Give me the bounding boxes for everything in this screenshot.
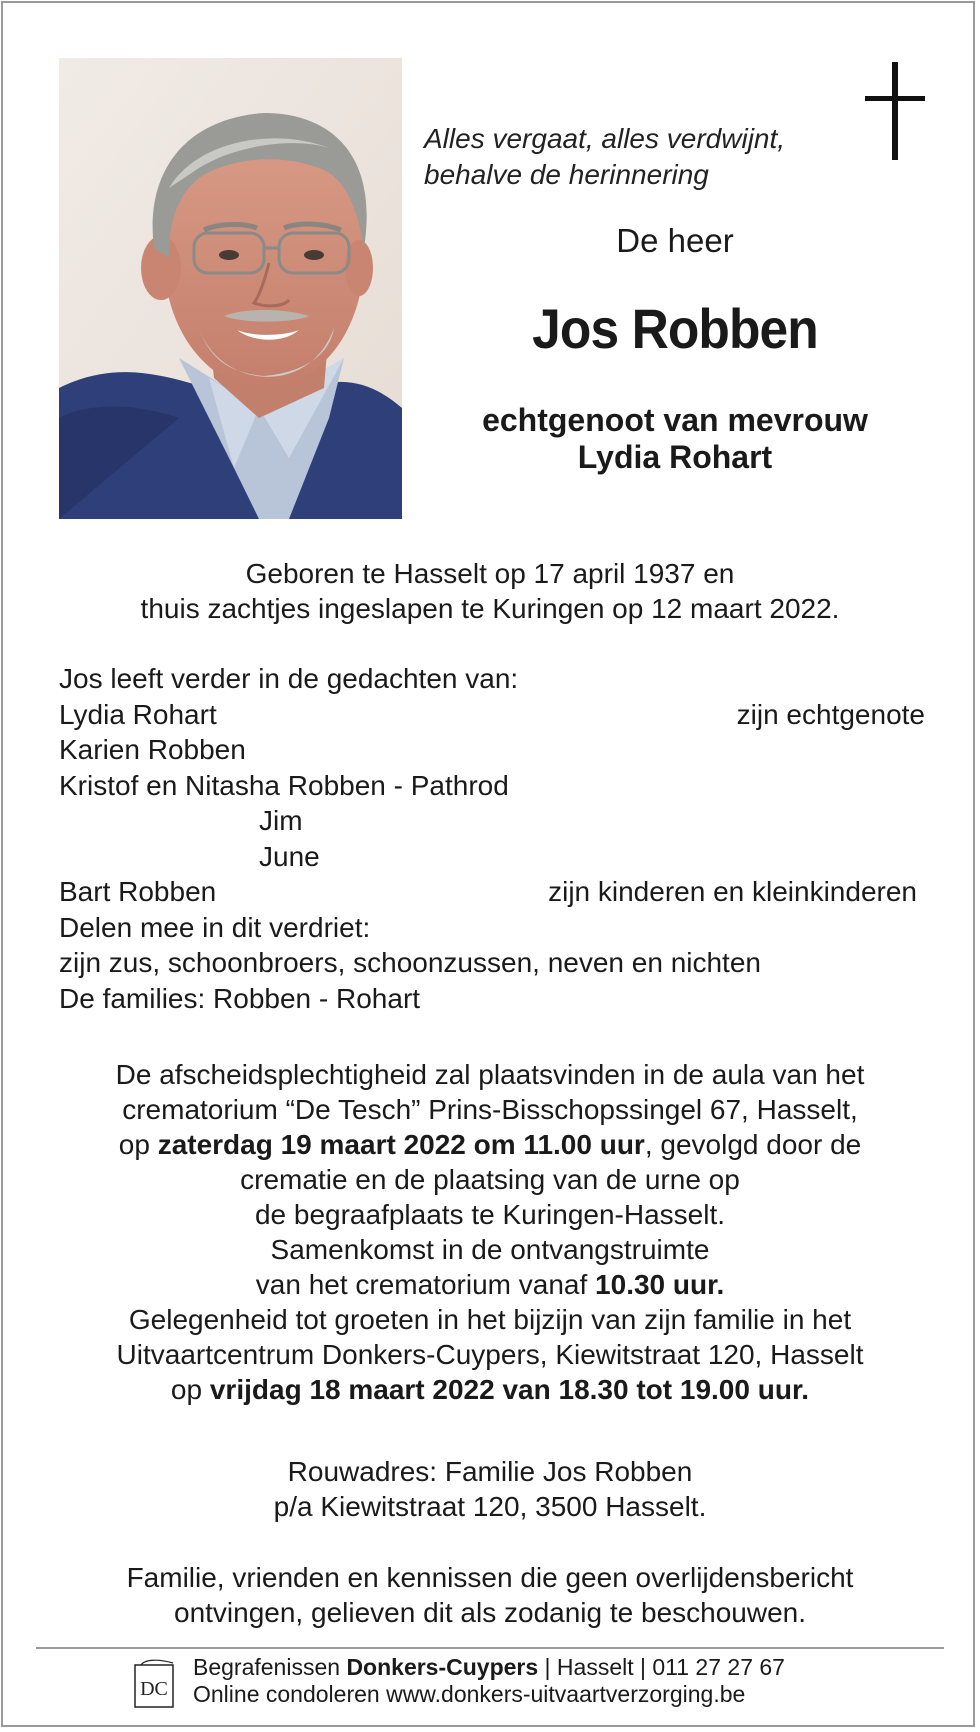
death-line: thuis zachtjes ingeslapen te Kuringen op 12 maart 2022. bbox=[140, 593, 840, 624]
ceremony-line bbox=[0, 1372, 980, 1407]
ceremony-line: de begraafplaats te Kuringen-Hasselt. bbox=[254, 1199, 726, 1230]
family-row bbox=[59, 874, 925, 910]
ceremony-text: op bbox=[118, 1129, 158, 1160]
deceased-name: Jos Robben bbox=[532, 297, 818, 360]
portrait-photo bbox=[59, 58, 402, 519]
grandchild-name: June bbox=[259, 840, 320, 872]
family-member-name: Kristof en Nitasha Robben - Pathrod bbox=[59, 769, 509, 801]
honorific-title: De heer bbox=[616, 222, 734, 259]
mourning-address bbox=[0, 1454, 980, 1524]
funeral-home-logo-icon bbox=[133, 1659, 177, 1709]
ceremony-info bbox=[0, 1057, 980, 1407]
ceremony-date: zaterdag 19 maart 2022 om 11.00 uur bbox=[157, 1129, 645, 1160]
family-intro: Jos leeft verder in de gedachten van: bbox=[59, 663, 519, 694]
address-line: Rouwadres: Familie Jos Robben bbox=[287, 1456, 693, 1487]
ceremony-line: crematorium “De Tesch” Prins-Bisschopssingel 67, Hasselt, bbox=[122, 1094, 858, 1125]
share-intro: Delen mee in dit verdriet: bbox=[59, 911, 371, 943]
spouse-line: Lydia Rohart bbox=[577, 439, 773, 475]
notice-line: ontvingen, gelieven dit als zodanig te beschouwen. bbox=[174, 1597, 806, 1628]
footer-divider bbox=[36, 1647, 944, 1649]
relatives: zijn zus, schoonbroers, schoonzussen, neven en nichten bbox=[59, 947, 761, 978]
ceremony-line: crematie en de plaatsing van de urne op bbox=[240, 1164, 740, 1195]
family-member-role: zijn kinderen en kleinkinderen bbox=[548, 876, 917, 907]
family-member-role: zijn echtgenote bbox=[736, 698, 925, 730]
ceremony-line bbox=[0, 1127, 980, 1162]
family-row bbox=[59, 697, 925, 733]
family-member-name: Karien Robben bbox=[59, 734, 246, 765]
footer-text: | Hasselt | bbox=[538, 1654, 653, 1680]
spouse-info bbox=[430, 402, 920, 476]
cross-icon bbox=[865, 62, 925, 160]
family-list bbox=[59, 661, 925, 1016]
ceremony-line: Gelegenheid tot groeten in het bijzijn van zijn familie in het bbox=[128, 1304, 852, 1335]
family-member-name: Bart Robben bbox=[59, 876, 217, 907]
ceremony-text: van het crematorium vanaf bbox=[255, 1269, 596, 1300]
ceremony-text: , gevolgd door de bbox=[644, 1129, 862, 1160]
grandchild-name: Jim bbox=[259, 805, 303, 836]
footer-info bbox=[193, 1654, 785, 1708]
ceremony-line bbox=[0, 1267, 980, 1302]
ceremony-line: De afscheidsplechtigheid zal plaatsvinden in de aula van het bbox=[115, 1059, 865, 1090]
family-member-name: Lydia Rohart bbox=[59, 698, 217, 730]
phone-number: 011 27 27 67 bbox=[652, 1654, 785, 1680]
birth-line: Geboren te Hasselt op 17 april 1937 en bbox=[245, 558, 735, 589]
website-link[interactable]: www.donkers-uitvaartverzorging.be bbox=[386, 1681, 746, 1707]
ceremony-line: Uitvaartcentrum Donkers-Cuypers, Kiewitstraat 120, Hasselt bbox=[116, 1339, 864, 1370]
birth-death-info bbox=[0, 556, 980, 626]
ceremony-line: Samenkomst in de ontvangstruimte bbox=[270, 1234, 710, 1265]
families: De families: Robben - Rohart bbox=[59, 982, 421, 1014]
footer-text: Online condoleren bbox=[193, 1681, 387, 1707]
spouse-line: echtgenoot van mevrouw bbox=[482, 402, 868, 438]
footer-line bbox=[193, 1681, 785, 1708]
notice-line: Familie, vrienden en kennissen die geen overlijdensbericht bbox=[126, 1562, 854, 1593]
ceremony-text: op bbox=[170, 1374, 210, 1405]
logo-text: DC bbox=[140, 1678, 168, 1700]
footer-text: Begrafenissen bbox=[193, 1654, 347, 1680]
memorial-quote bbox=[424, 121, 785, 193]
quote-line: Alles vergaat, alles verdwijnt, bbox=[424, 123, 786, 154]
notice bbox=[0, 1560, 980, 1630]
address-line: p/a Kiewitstraat 120, 3500 Hasselt. bbox=[273, 1491, 707, 1522]
visitation-time: vrijdag 18 maart 2022 van 18.30 tot 19.00 uur. bbox=[209, 1374, 810, 1405]
company-name: Donkers-Cuypers bbox=[346, 1654, 539, 1680]
footer-line bbox=[193, 1654, 785, 1681]
gathering-time: 10.30 uur. bbox=[595, 1269, 725, 1300]
quote-line: behalve de herinnering bbox=[424, 159, 709, 190]
